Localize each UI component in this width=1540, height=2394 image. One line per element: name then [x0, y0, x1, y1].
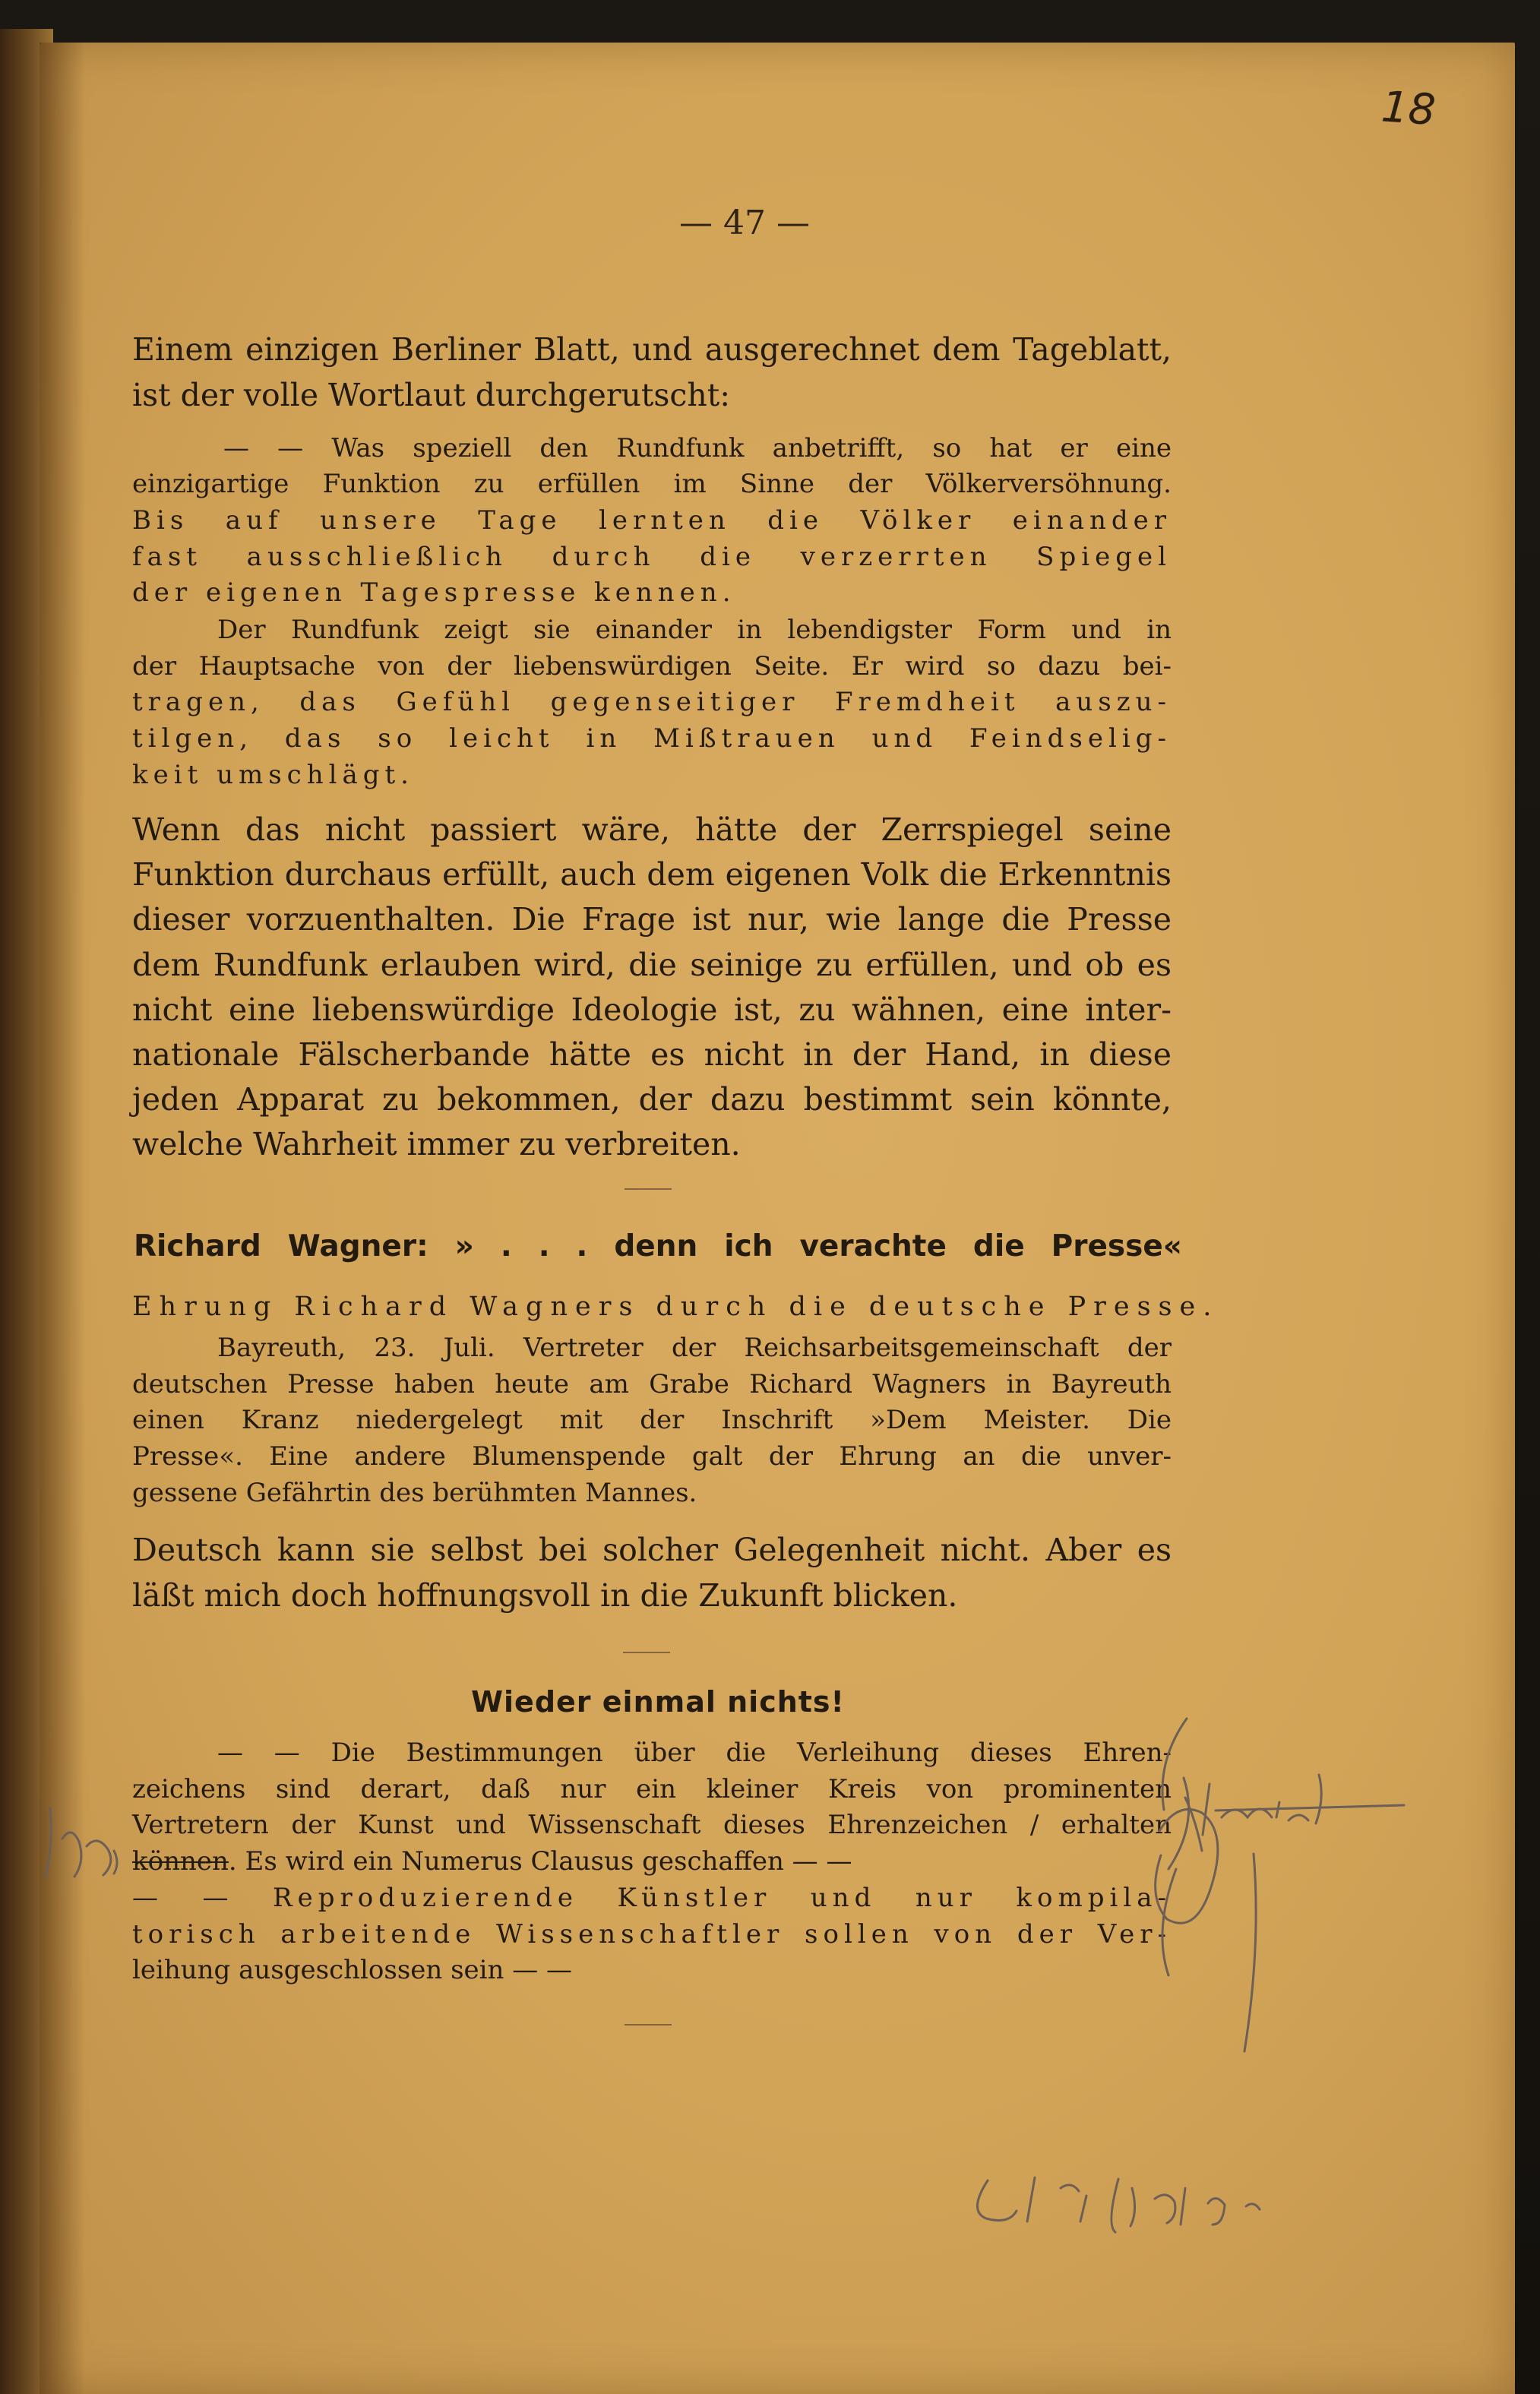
- commentary-line: Deutsch kann sie selbst bei solcher Gelegenheit nicht. Aber es: [132, 1532, 1172, 1568]
- quote-line: Bis auf unsere Tage lernten die Völker einander: [132, 505, 1172, 536]
- struck-word: können: [132, 1846, 229, 1877]
- section-heading: Wieder einmal nichts!: [471, 1685, 845, 1719]
- commentary-line: nicht eine liebenswürdige Ideologie ist, zu wähnen, eine inter-: [132, 991, 1172, 1028]
- commentary-line: Funktion durchaus erfüllt, auch dem eigenen Volk die Erkenntnis: [132, 856, 1172, 893]
- quote-line: deutschen Presse haben heute am Grabe Richard Wagners in Bayreuth: [132, 1369, 1172, 1399]
- quote-line: gessene Gefährtin des berühmten Mannes.: [132, 1478, 697, 1508]
- intro-line: ist der volle Wortlaut durchgerutscht:: [132, 377, 731, 413]
- section-subheading: Ehrung Richard Wagners durch die deutsche Presse.: [132, 1292, 1219, 1322]
- quote-line: fast ausschließlich durch die verzerrten Spiegel: [132, 542, 1172, 572]
- commentary-line: läßt mich doch hoffnungsvoll in die Zukunft blicken.: [132, 1577, 958, 1614]
- quote-line: — — Was speziell den Rundfunk anbetrifft, so hat er eine: [223, 433, 1172, 463]
- commentary-line: jeden Apparat zu bekommen, der dazu bestimmt sein könnte,: [132, 1081, 1172, 1118]
- line-remainder: . Es wird ein Numerus Clausus geschaffen — —: [228, 1846, 852, 1877]
- quote-line: Bayreuth, 23. Juli. Vertreter der Reichsarbeitsgemeinschaft der: [217, 1333, 1172, 1363]
- quote-line: tilgen, das so leicht in Mißtrauen und Feindselig-: [132, 723, 1172, 754]
- quote-line: der Hauptsache von der liebenswürdigen Seite. Er wird so dazu bei-: [132, 651, 1172, 682]
- section-divider: [623, 1652, 670, 1653]
- quote-line: zeichens sind derart, daß nur ein kleiner Kreis von prominenten: [132, 1774, 1172, 1804]
- quote-line: keit umschlägt.: [132, 760, 414, 790]
- quote-line: der eigenen Tagespresse kennen.: [132, 577, 736, 608]
- commentary-line: dieser vorzuenthalten. Die Frage ist nur, wie lange die Presse: [132, 901, 1172, 938]
- quote-line: Der Rundfunk zeigt sie einander in lebendigster Form und in: [217, 615, 1172, 645]
- commentary-line: Wenn das nicht passiert wäre, hätte der Zerrspiegel seine: [132, 811, 1172, 848]
- section-divider: [625, 1188, 672, 1190]
- quote-line: [132, 1846, 1172, 1877]
- quote-line: — — Reproduzierende Künstler und nur kompila-: [132, 1883, 1172, 1913]
- quote-line: leihung ausgeschlossen sein — —: [132, 1955, 573, 1985]
- commentary-line: dem Rundfunk erlauben wird, die seinige zu erfüllen, und ob es: [132, 947, 1172, 983]
- folio-number: 18: [1380, 82, 1437, 136]
- quote-line: Vertretern der Kunst und Wissenschaft dieses Ehrenzeichen / erhalten: [132, 1810, 1172, 1840]
- commentary-line: nationale Fälscherbande hätte es nicht in der Hand, in diese: [132, 1036, 1172, 1073]
- quote-line: Presse«. Eine andere Blumenspende galt der Ehrung an die unver-: [132, 1441, 1172, 1472]
- quote-line: — — Die Bestimmungen über die Verleihung dieses Ehren-: [217, 1738, 1172, 1768]
- intro-line: Einem einzigen Berliner Blatt, und ausgerechnet dem Tageblatt,: [132, 331, 1172, 368]
- quote-line: tragen, das Gefühl gegenseitiger Fremdheit auszu-: [132, 687, 1172, 717]
- quote-line: einzigartige Funktion zu erfüllen im Sinne der Völkerversöhnung.: [132, 469, 1172, 499]
- page-number: — 47 —: [679, 204, 810, 242]
- quote-line: einen Kranz niedergelegt mit der Inschrift »Dem Meister. Die: [132, 1405, 1172, 1435]
- section-divider: [625, 2024, 672, 2026]
- commentary-line: welche Wahrheit immer zu verbreiten.: [132, 1126, 741, 1162]
- section-heading: Richard Wagner: » . . . denn ich verachte die Presse«: [134, 1229, 1182, 1263]
- quote-line: torisch arbeitende Wissenschaftler sollen von der Ver-: [132, 1919, 1172, 1950]
